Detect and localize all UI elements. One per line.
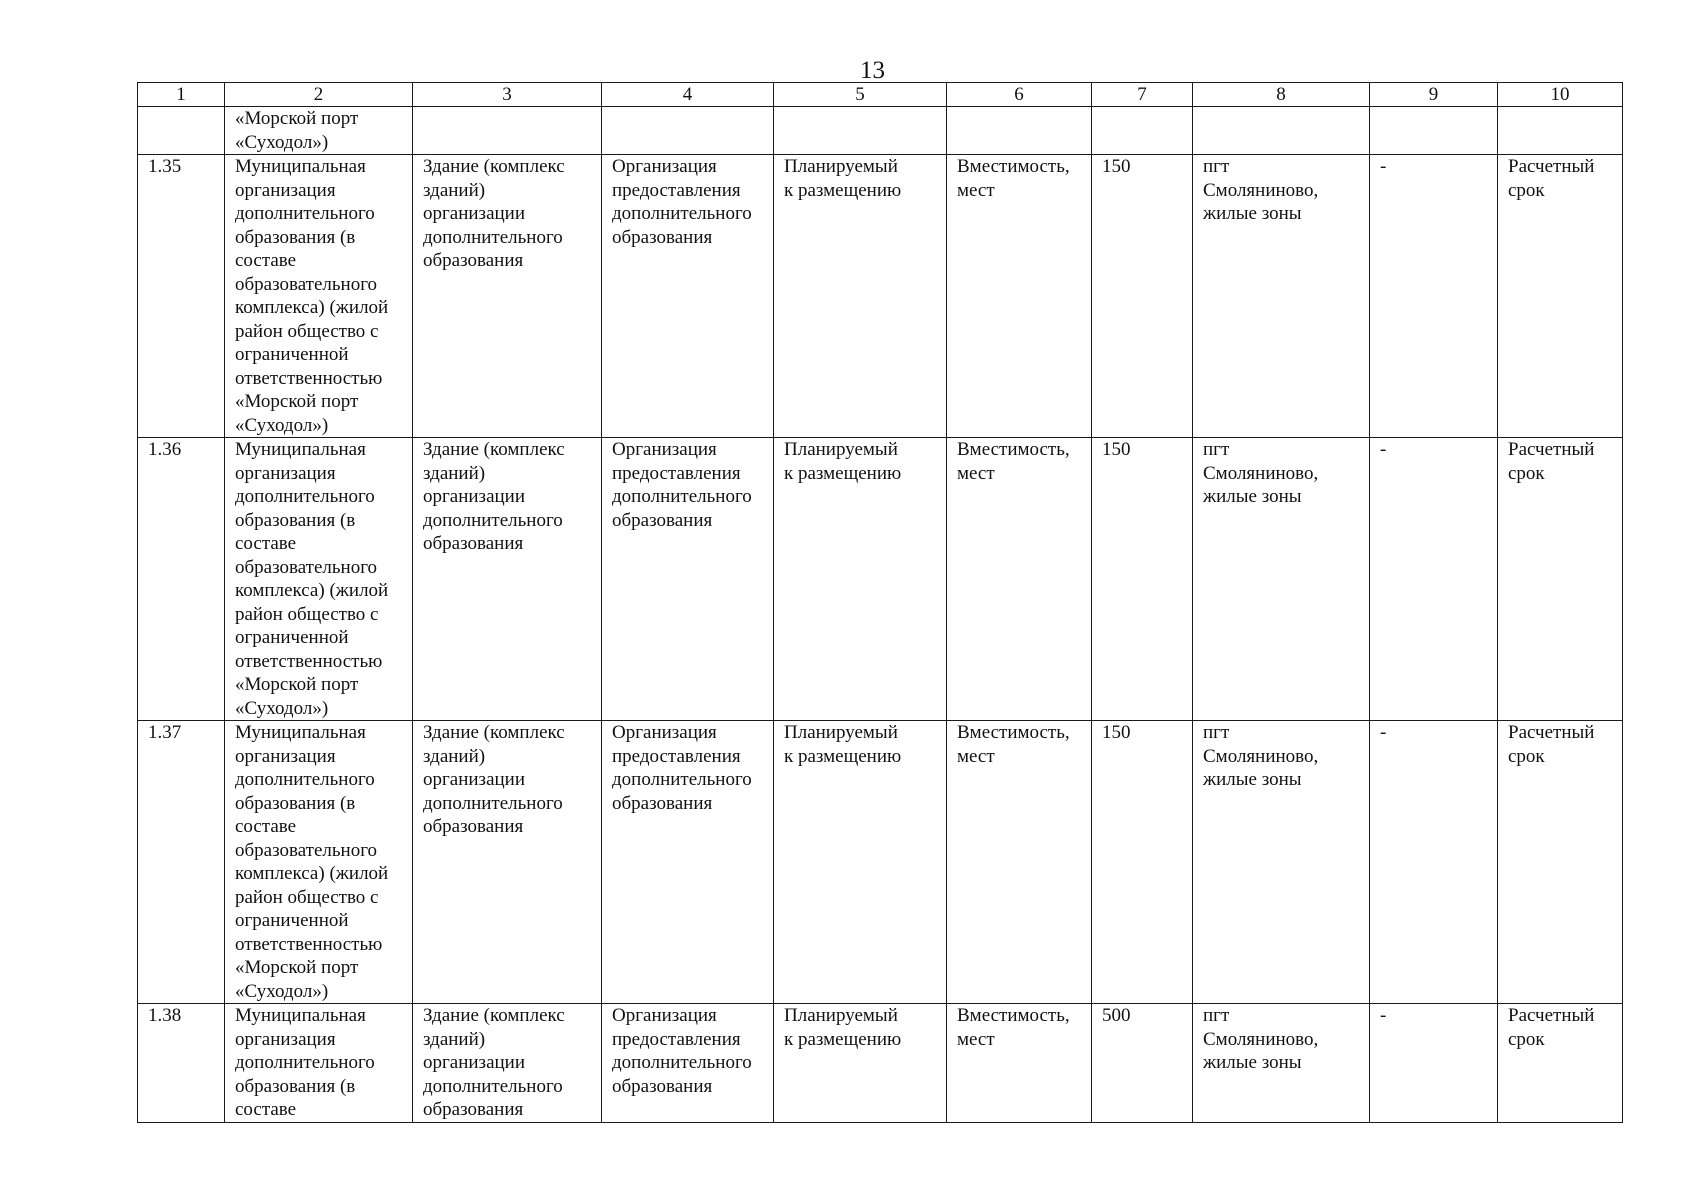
characteristic-cell: Вместимость, мест — [947, 438, 1092, 721]
term-cell: Расчетный срок — [1498, 721, 1623, 1004]
term-cell: Расчетный срок — [1498, 1004, 1623, 1123]
header-cell: 10 — [1498, 83, 1623, 107]
table-row — [138, 721, 1623, 1004]
header-cell: 7 — [1092, 83, 1193, 107]
characteristic-cell: Вместимость, мест — [947, 1004, 1092, 1123]
purpose-cell: Организация предоставления дополнительного образования — [602, 438, 774, 721]
object-type-cell: Здание (комплекс зданий) организации дополнительного образования — [413, 438, 602, 721]
table-cell — [1092, 107, 1193, 155]
header-cell: 3 — [413, 83, 602, 107]
table-header-row — [138, 83, 1623, 107]
location-cell: пгт Смоляниново, жилые зоны — [1193, 155, 1370, 438]
header-cell: 9 — [1370, 83, 1498, 107]
organization-name-cell: Муниципальная организация дополнительного образования (в составе образовательного комплекса) (жилой район общество с ограниченной ответственностью «Морской порт «Суходол») — [225, 438, 413, 721]
row-number-cell: 1.38 — [138, 1004, 225, 1123]
object-type-cell: Здание (комплекс зданий) организации дополнительного образования — [413, 1004, 602, 1123]
table-row — [138, 438, 1623, 721]
header-cell: 5 — [774, 83, 947, 107]
zone-cell: - — [1370, 438, 1498, 721]
characteristic-cell: Вместимость, мест — [947, 721, 1092, 1004]
row-number-cell: 1.37 — [138, 721, 225, 1004]
organization-name-cell: Муниципальная организация дополнительного образования (в составе образовательного комплекса) (жилой район общество с ограниченной ответственностью «Морской порт «Суходол») — [225, 721, 413, 1004]
header-cell: 2 — [225, 83, 413, 107]
status-cell: Планируемый к размещению — [774, 721, 947, 1004]
purpose-cell: Организация предоставления дополнительного образования — [602, 1004, 774, 1123]
table-row — [138, 155, 1623, 438]
organization-name-cell: Муниципальная организация дополнительного образования (в составе образовательного комплекса) (жилой район общество с ограниченной ответственностью «Морской порт «Суходол») — [225, 155, 413, 438]
value-cell: 150 — [1092, 438, 1193, 721]
value-cell: 150 — [1092, 155, 1193, 438]
status-cell: Планируемый к размещению — [774, 155, 947, 438]
header-cell: 6 — [947, 83, 1092, 107]
header-cell: 4 — [602, 83, 774, 107]
zone-cell: - — [1370, 155, 1498, 438]
table-cell — [1193, 107, 1370, 155]
term-cell: Расчетный срок — [1498, 155, 1623, 438]
object-type-cell: Здание (комплекс зданий) организации дополнительного образования — [413, 721, 602, 1004]
value-cell: 500 — [1092, 1004, 1193, 1123]
table-cell — [947, 107, 1092, 155]
table-cell: «Морской порт «Суходол») — [225, 107, 413, 155]
characteristic-cell: Вместимость, мест — [947, 155, 1092, 438]
object-type-cell: Здание (комплекс зданий) организации дополнительного образования — [413, 155, 602, 438]
location-cell: пгт Смоляниново, жилые зоны — [1193, 721, 1370, 1004]
zone-cell: - — [1370, 721, 1498, 1004]
page-number: 13 — [860, 57, 885, 84]
header-cell: 1 — [138, 83, 225, 107]
zone-cell: - — [1370, 1004, 1498, 1123]
location-cell: пгт Смоляниново, жилые зоны — [1193, 438, 1370, 721]
status-cell: Планируемый к размещению — [774, 438, 947, 721]
table-cell — [774, 107, 947, 155]
status-cell: Планируемый к размещению — [774, 1004, 947, 1123]
table-cell — [1370, 107, 1498, 155]
table-row — [138, 1004, 1623, 1123]
term-cell: Расчетный срок — [1498, 438, 1623, 721]
row-number-cell: 1.35 — [138, 155, 225, 438]
table-cell — [1498, 107, 1623, 155]
value-cell: 150 — [1092, 721, 1193, 1004]
header-cell: 8 — [1193, 83, 1370, 107]
location-cell: пгт Смоляниново, жилые зоны — [1193, 1004, 1370, 1123]
purpose-cell: Организация предоставления дополнительного образования — [602, 155, 774, 438]
table-cell — [602, 107, 774, 155]
table-cell — [138, 107, 225, 155]
purpose-cell: Организация предоставления дополнительного образования — [602, 721, 774, 1004]
table-row-continuation — [138, 107, 1623, 155]
organization-name-cell: Муниципальная организация дополнительного образования (в составе — [225, 1004, 413, 1123]
table-cell — [413, 107, 602, 155]
row-number-cell: 1.36 — [138, 438, 225, 721]
data-table — [137, 82, 1623, 1123]
